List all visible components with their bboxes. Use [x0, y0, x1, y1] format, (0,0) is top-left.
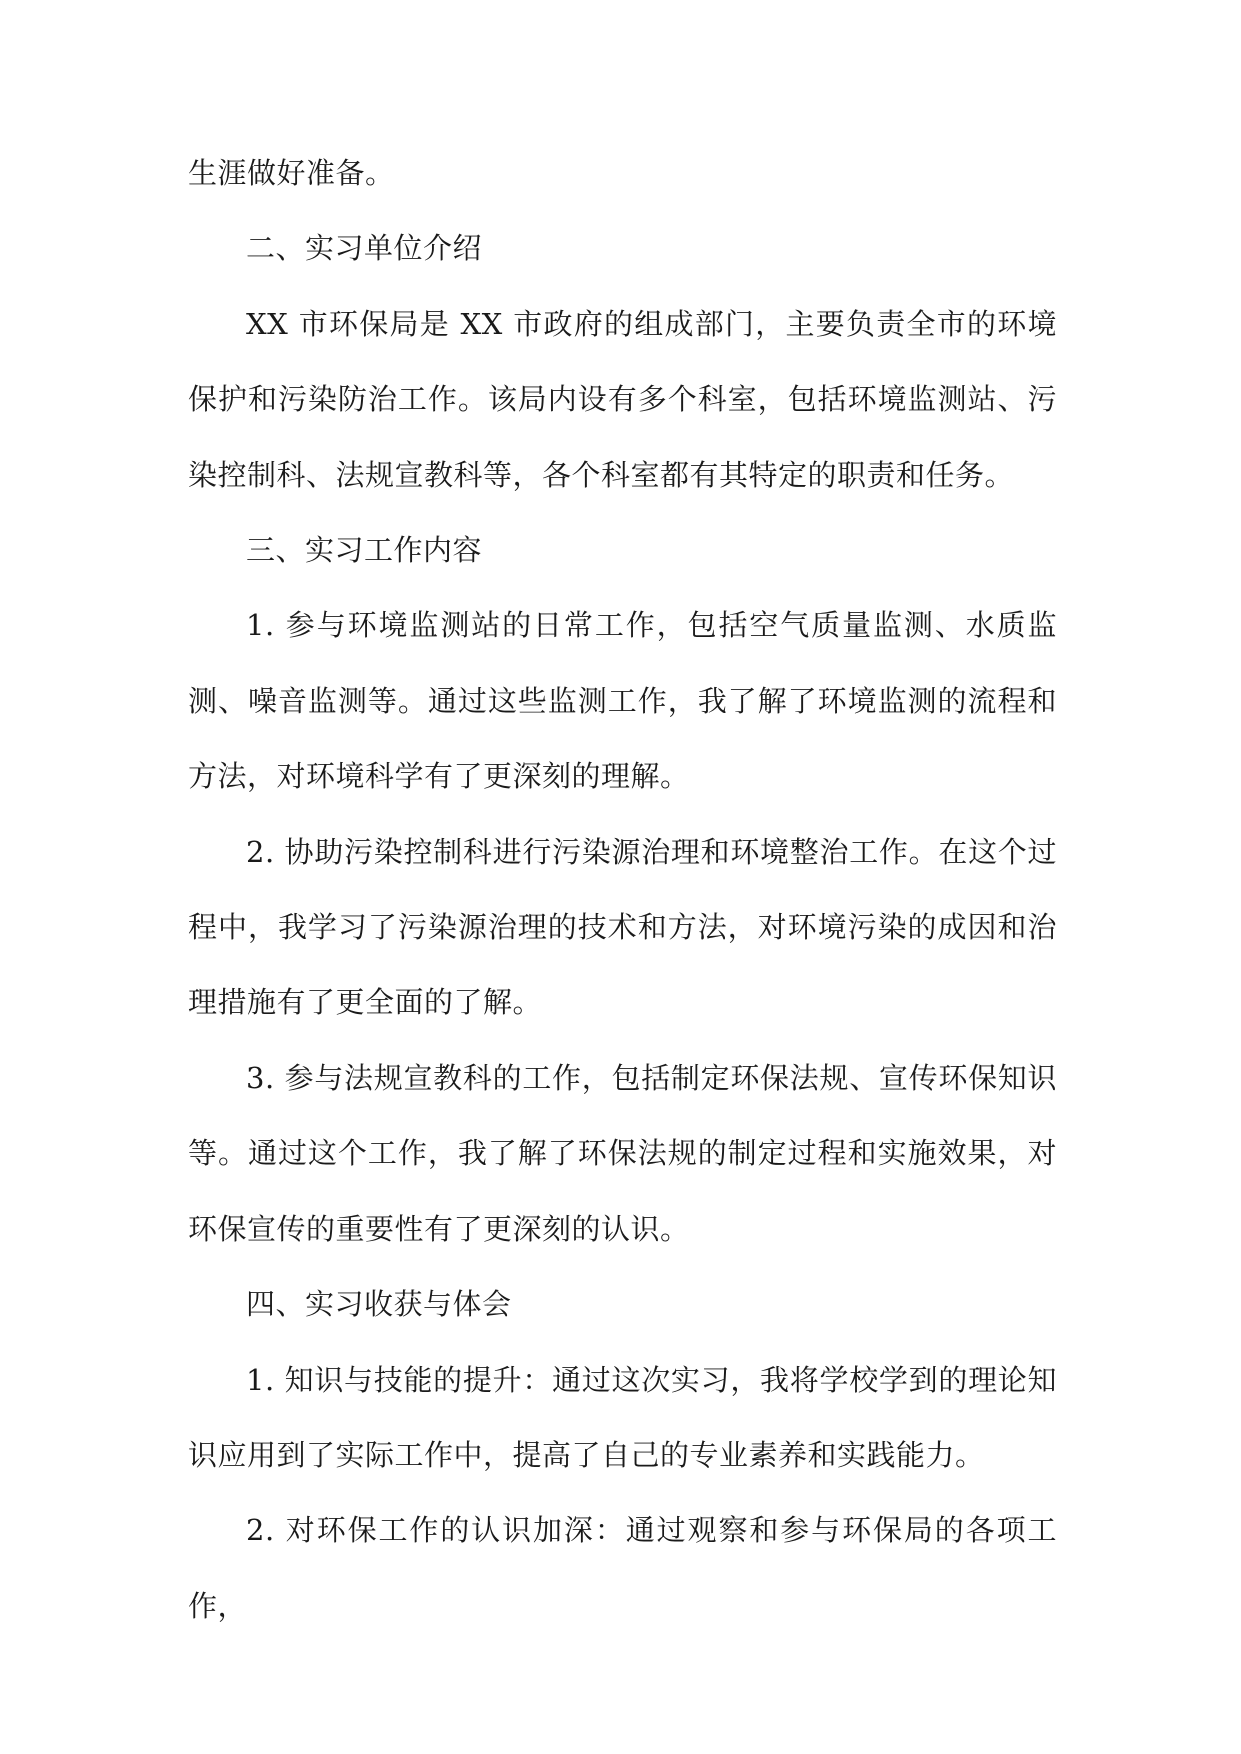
paragraph-work-item-3: 3. 参与法规宣教科的工作，包括制定环保法规、宣传环保知识等。通过这个工作，我了解了环保法规的制定过程和实施效果，对环保宣传的重要性有了更深刻的认识。 — [188, 1060, 1057, 1246]
paragraph-work-item-2: 2. 协助污染控制科进行污染源治理和环境整治工作。在这个过程中，我学习了污染源治理的技术和方法，对环境污染的成因和治理措施有了更全面的了解。 — [188, 834, 1057, 1020]
section-heading-gains: 四、实习收获与体会 — [246, 1287, 512, 1322]
document-body — [188, 136, 1057, 1644]
paragraph-gain-item-1: 1. 知识与技能的提升：通过这次实习，我将学校学到的理论知识应用到了实际工作中，提高了自己的专业素养和实践能力。 — [188, 1362, 1057, 1472]
paragraph-unit-intro: XX 市环保局是 XX 市政府的组成部门，主要负责全市的环境保护和污染防治工作。该局内设有多个科室，包括环境监测站、污染控制科、法规宣教科等，各个科室都有其特定的职责和任务。 — [188, 306, 1057, 492]
section-heading-unit-intro: 二、实习单位介绍 — [246, 231, 483, 266]
paragraph-continuation: 生涯做好准备。 — [188, 156, 395, 190]
paragraph-work-item-1: 1. 参与环境监测站的日常工作，包括空气质量监测、水质监测、噪音监测等。通过这些监测工作，我了解了环境监测的流程和方法，对环境科学有了更深刻的理解。 — [188, 608, 1057, 794]
section-heading-work-content: 三、实习工作内容 — [246, 533, 483, 568]
paragraph-gain-item-2: 2. 对环保工作的认识加深：通过观察和参与环保局的各项工作， — [188, 1513, 1057, 1623]
